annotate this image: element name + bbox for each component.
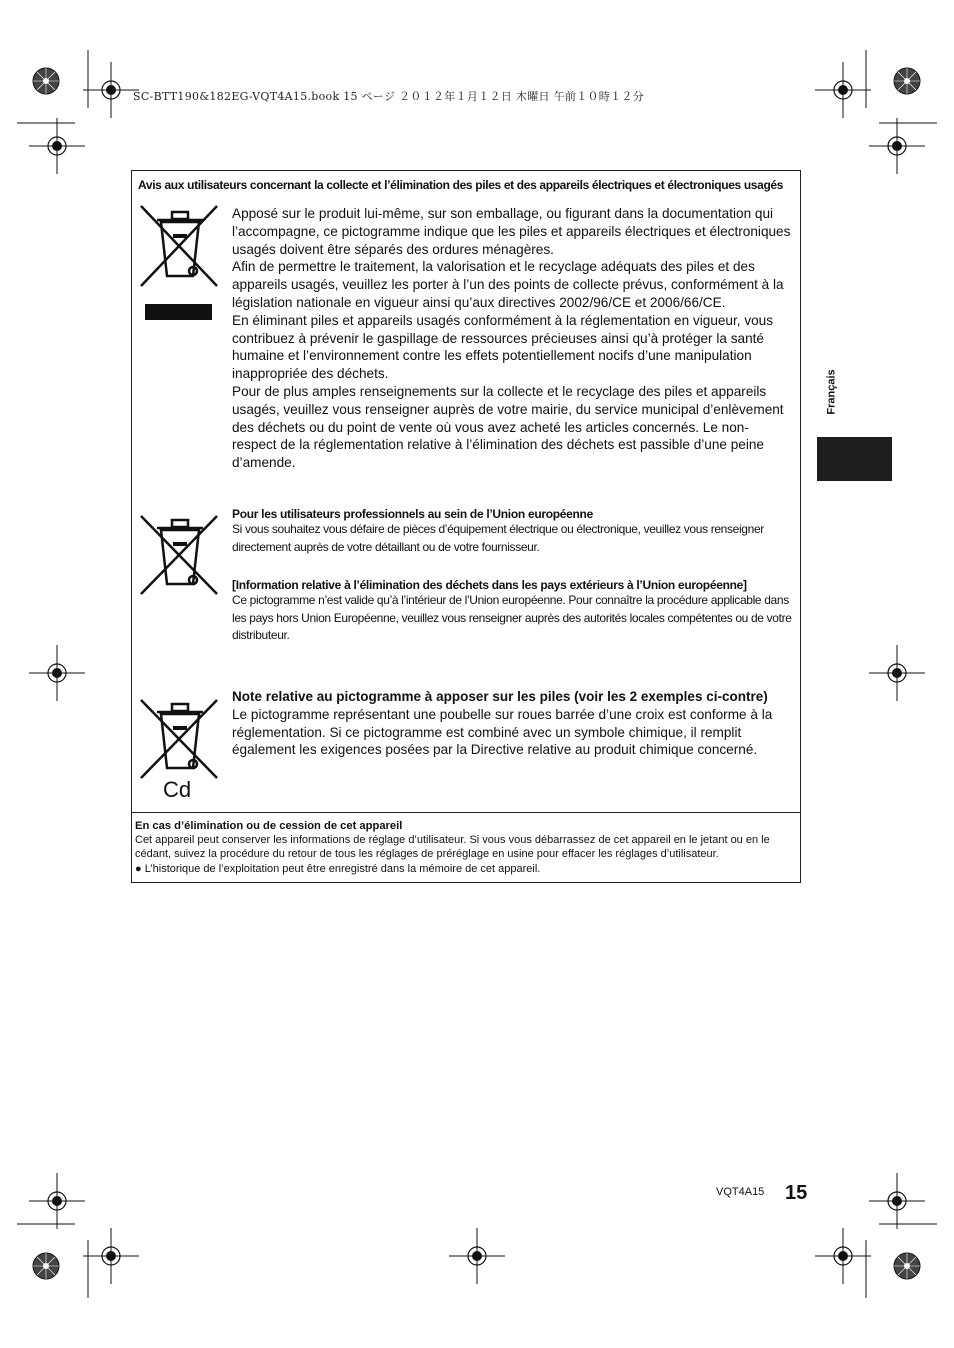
outside-eu-section: [232, 578, 792, 645]
professional-body: Si vous souhaitez vous défaire de pièces d’équipement électrique ou électronique, veuillez vous renseigner directement auprès de votre détaillant ou de votre fournisseur.: [232, 522, 764, 554]
language-tab-label: Français: [825, 369, 838, 415]
main-paragraph: Pour de plus amples renseignements sur la collecte et le recyclage des piles et appareils usagés, veuillez vous renseigner auprès de votre mairie, du service municipal d’enlèvement des déchets ou du point de vente où vous avez acheté les articles concernés. Le non-respect de la réglementation relative à l’élimination des déchets est passible d’une peine d’amende.: [232, 383, 784, 471]
main-paragraph: Afin de permettre le traitement, la valorisation et le recyclage adéquats des piles et des appareils usagés, veuillez les porter à l’un des points de collecte prévus, conformément à la législation nationale en vigueur ainsi qu’aux directives 2002/96/CE et 2006/66/CE.: [232, 259, 784, 310]
battery-note-heading: Note relative au pictogramme à apposer sur les piles (voir les 2 exemples ci-contre): [232, 689, 768, 704]
professional-users-section: [232, 507, 792, 556]
section-divider: [132, 812, 800, 813]
notice-title: Avis aux utilisateurs concernant la collecte et l’élimination des piles et des appareils électriques et électroniques usagés: [138, 178, 784, 192]
disposal-bullet-item: [135, 862, 800, 876]
cadmium-symbol: Cd: [163, 777, 192, 802]
crossed-bin-icon: [139, 514, 219, 596]
bullet-icon: ●: [135, 862, 142, 875]
main-paragraph: En éliminant piles et appareils usagés conformément à la réglementation en vigueur, vous contribuez à prévenir le gaspillage de ressources précieuses ainsi qu’à protéger la santé humaine et l’environnement contre les effets potentiellement nocifs d’une manipulation inappropriée des déchets.: [232, 312, 774, 382]
outside-eu-heading: [Information relative à l’élimination des déchets dans les pays extérieurs à l’Union européenne]: [232, 578, 747, 592]
main-paragraph: Apposé sur le produit lui-même, sur son emballage, ou figurant dans la documentation qui l’accompagne, ce pictogramme indique que les piles et appareils électriques et électroniques usagés doivent être séparés des ordures ménagères.: [232, 206, 791, 257]
outside-eu-body: Ce pictogramme n’est valide qu’à l’intérieur de l’Union européenne. Pour connaître la procédure applicable dans les pays hors Union Européenne, veuillez vous renseigner auprès des autorités locales compétentes ou de votre distributeur.: [232, 593, 792, 643]
model-code: VQT4A15: [716, 1186, 765, 1198]
crossed-bin-icon: [139, 204, 219, 289]
language-tab-block: [817, 437, 892, 481]
battery-note-section: [232, 688, 794, 759]
battery-note-body: Le pictogramme représentant une poubelle sur roues barrée d’une croix est conforme à la réglementation. Si ce pictogramme est combiné avec un symbole chimique, il remplit également les exigences posées par la Directive relative au produit chimique concerné.: [232, 706, 773, 758]
solid-bar-marker: [145, 304, 212, 320]
main-notice-text: [232, 205, 792, 472]
crossed-bin-icon: [139, 698, 219, 780]
disposal-heading: En cas d’élimination ou de cession de cet appareil: [135, 820, 403, 832]
file-header-line: SC-BTT190&182EG-VQT4A15.book 15 ページ ２０１２年１月１２日 木曜日 午前１０時１２分: [133, 90, 644, 103]
page-number: 15: [785, 1182, 808, 1204]
disposal-section: [135, 819, 800, 876]
disposal-bullet-text: L’historique de l’exploitation peut être enregistré dans la mémoire de cet appareil.: [144, 862, 541, 875]
disposal-body: Cet appareil peut conserver les informations de réglage d’utilisateur. Si vous vous débarrassez de cet appareil en le jetant ou en le cédant, suivez la procédure du retour de tous les réglages de préréglage en usine pour effacer les réglages d’utilisateur.: [135, 834, 770, 861]
professional-heading: Pour les utilisateurs professionnels au sein de l’Union européenne: [232, 507, 593, 521]
